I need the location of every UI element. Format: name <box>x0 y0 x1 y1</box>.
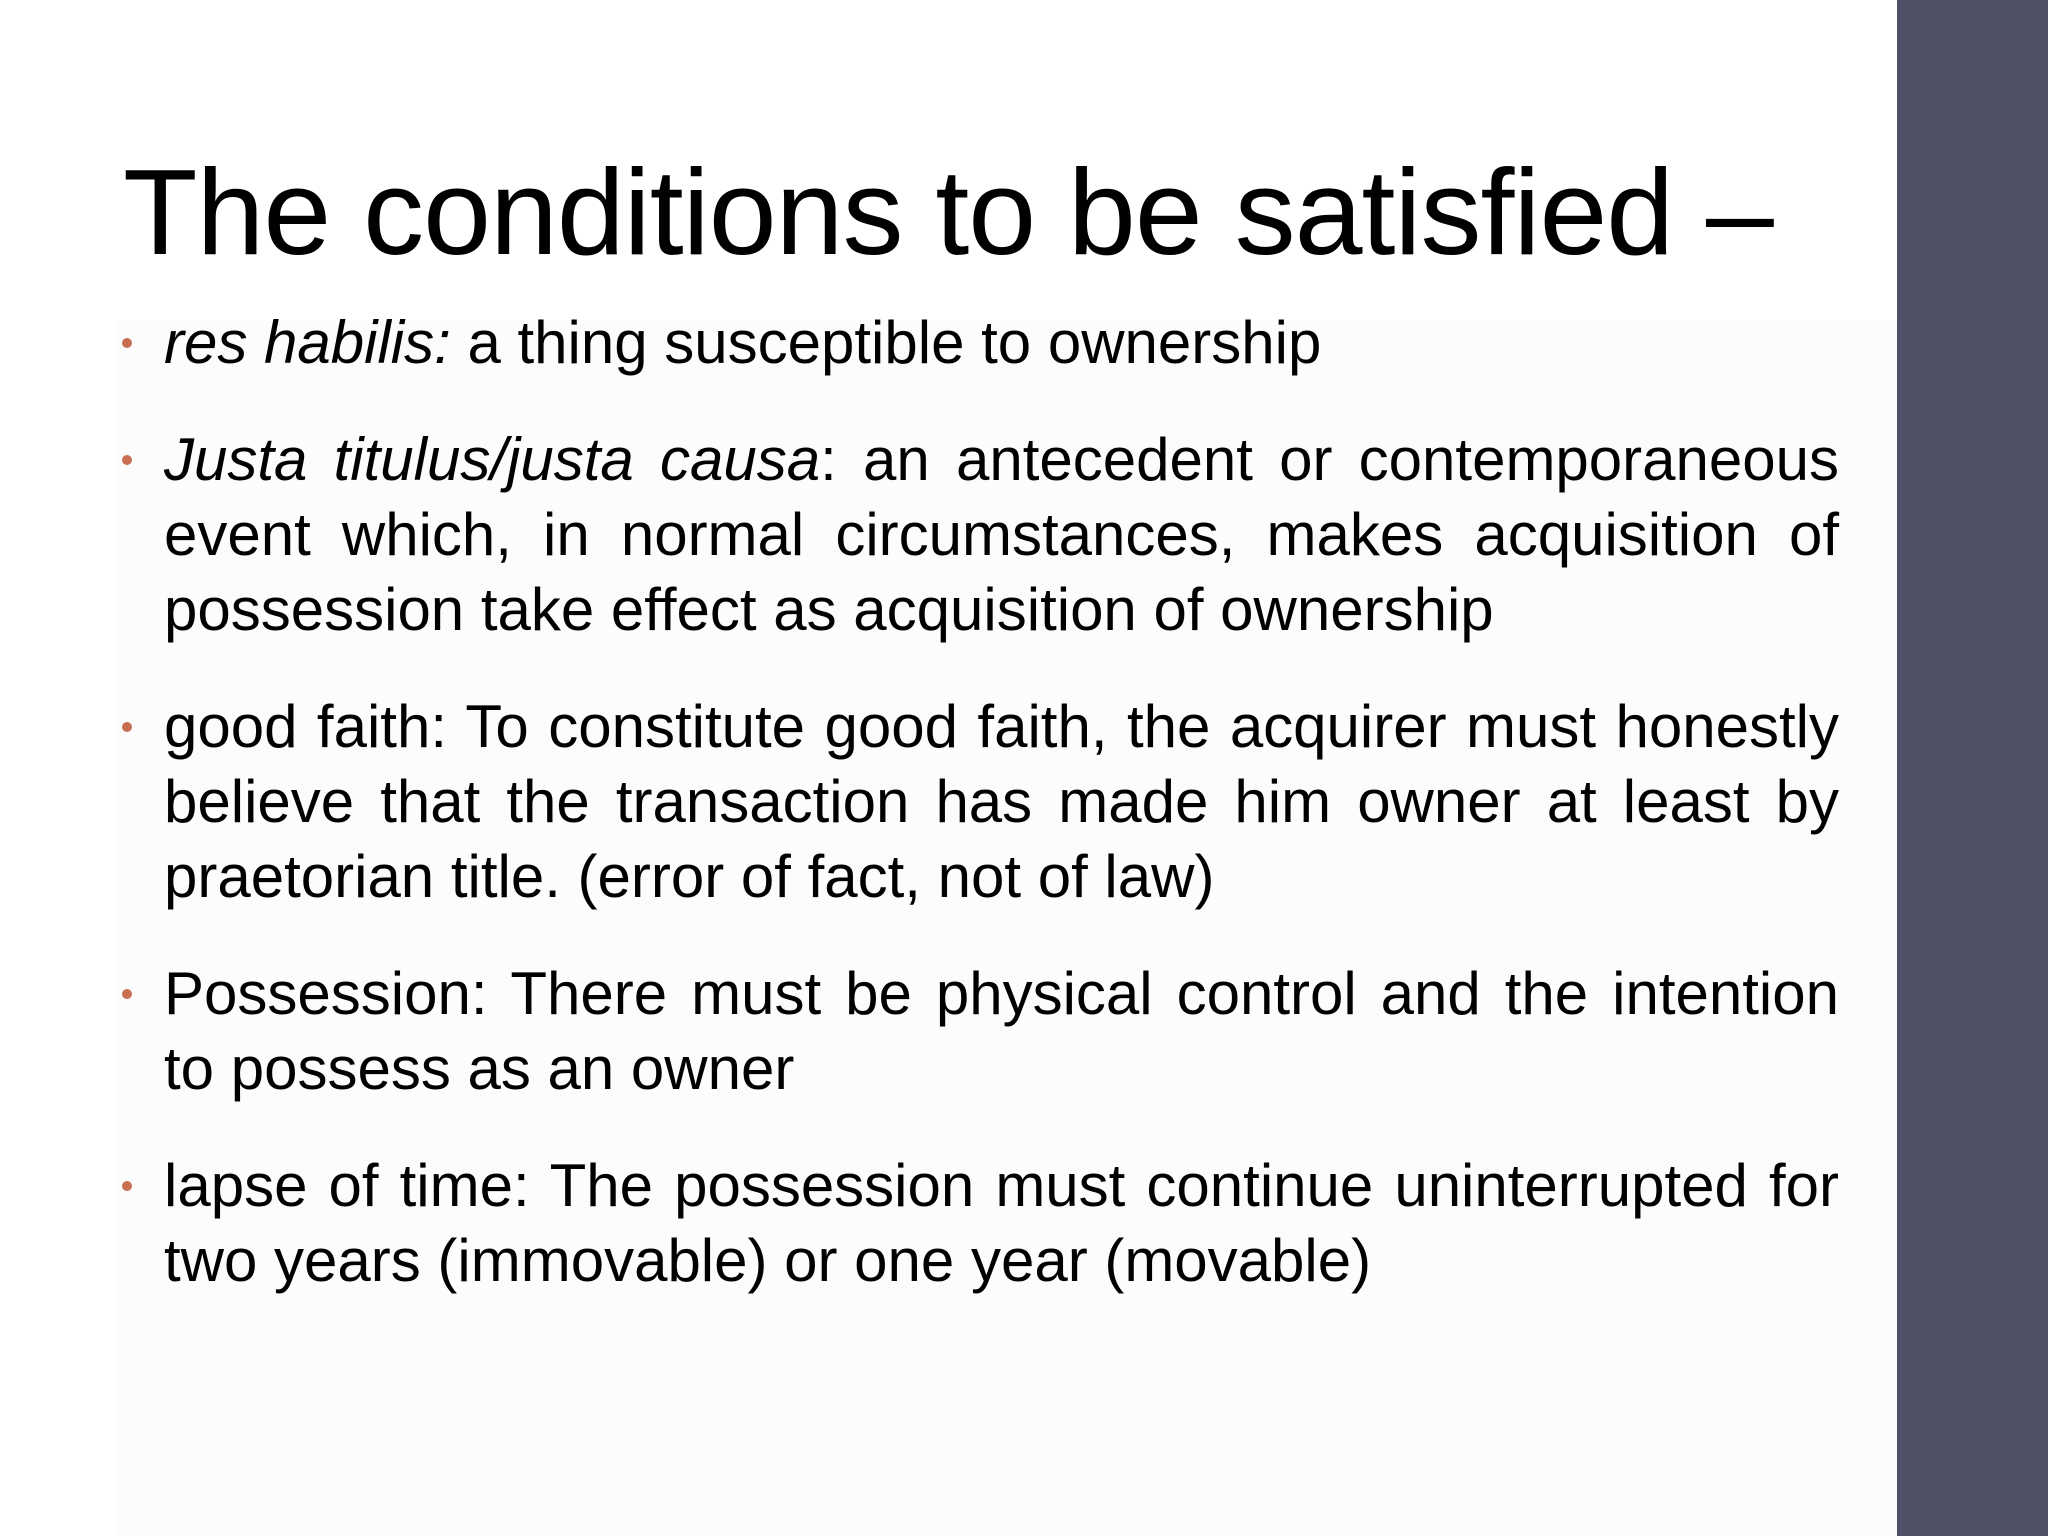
right-side-bar <box>1897 0 2048 1536</box>
bullet-marker <box>122 989 132 999</box>
bullet-marker <box>122 722 132 732</box>
bullet-good-faith <box>164 689 1839 914</box>
bullet-term: res habilis: <box>164 309 451 376</box>
bullet-marker <box>122 338 132 348</box>
bullet-text: good faith: To constitute good faith, the acquirer must honestly believe that the transaction has made him owner at least by praetorian title. (error of fact, not of law) <box>164 693 1839 910</box>
bullet-text: : an antecedent or contemporaneous event which, in normal circumstances, makes acquisition of possession take effect as acquisition of ownership <box>164 426 1839 643</box>
bullet-justa-causa <box>164 422 1839 647</box>
slide-title: The conditions to be satisfied – <box>123 144 1773 280</box>
bullet-text: lapse of time: The possession must continue uninterrupted for two years (immovable) or one year (movable) <box>164 1152 1839 1294</box>
bullet-lapse-of-time <box>164 1148 1839 1298</box>
bullet-text: Possession: There must be physical control and the intention to possess as an owner <box>164 960 1839 1102</box>
bullet-list <box>164 305 1839 1298</box>
bullet-marker <box>122 455 132 465</box>
bullet-res-habilis <box>164 305 1839 380</box>
bullet-term: Justa titulus/justa causa <box>164 426 821 493</box>
bullet-text: a thing susceptible to ownership <box>450 309 1322 376</box>
bullet-marker <box>122 1181 132 1191</box>
bullet-possession <box>164 956 1839 1106</box>
